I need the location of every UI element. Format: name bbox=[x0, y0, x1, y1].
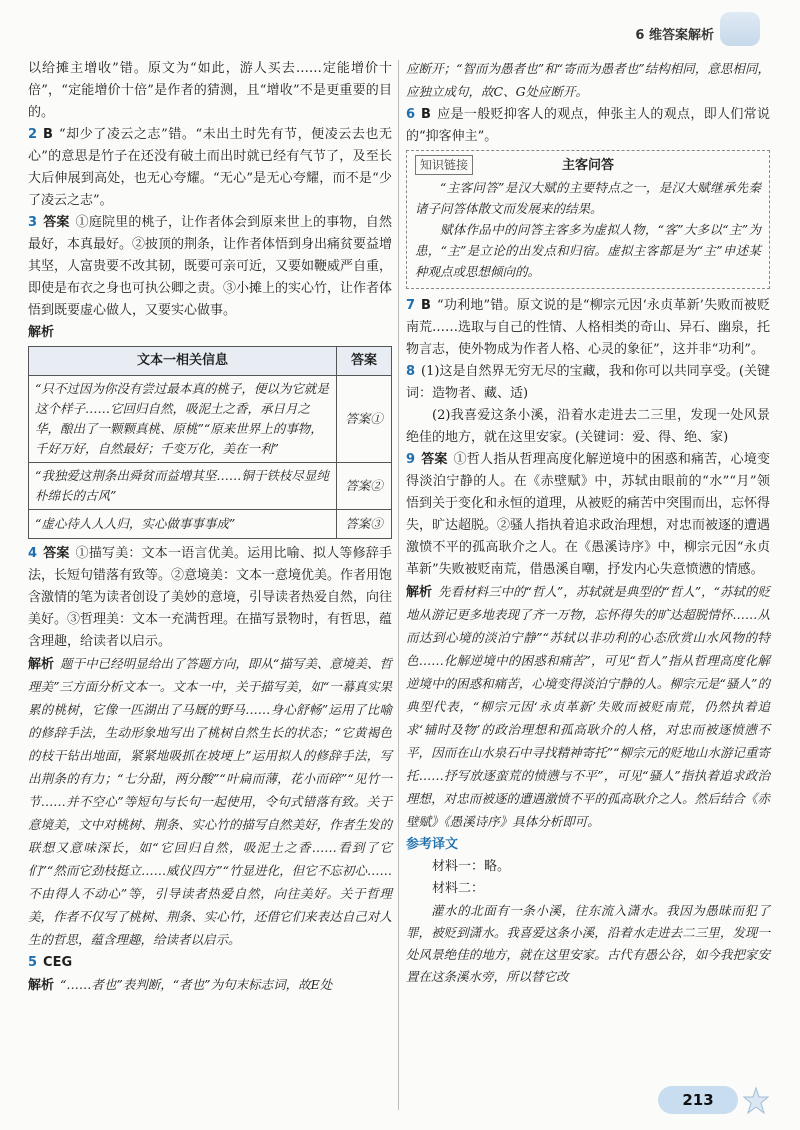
table-header-row bbox=[29, 347, 392, 376]
question-text: ①哲人指从哲理高度化解逆境中的困惑和痛苦，心境变得淡泊宁静的人。在《赤壁赋》中，苏轼由眼前的“水”“月”领悟到关于变化和永恒的道理，从被贬的痛苦中突围而出，忘怀得失，旷达超脱。②骚人指执着追求政治理想，对忠而被逐的遭遇激愤不平的孤高耿介之人。在《愚溪诗序》中，柳宗元因“永贞革新”失败被贬南荒，借愚溪自嘲，抒发内心失意愤懑的情感。 bbox=[406, 452, 771, 577]
table-header-info: 文本一相关信息 bbox=[29, 347, 337, 376]
question-text: ①描写美：文本一语言优美。运用比喻、拟人等修辞手法，长短句错落有致等。②意境美：文本一意境优美。作者用饱含激情的笔为读者创设了美妙的意境，引导读者热爱自然，向往美好。③哲理美：文本一充满哲理。在描写景物时，有哲思，蕴含理趣，给读者以启示。 bbox=[28, 546, 393, 649]
answer-label: 答案 bbox=[43, 546, 70, 561]
question-8 bbox=[406, 361, 770, 405]
column-divider bbox=[398, 60, 399, 1110]
left-column bbox=[28, 58, 392, 997]
analysis-heading: 解析 bbox=[28, 325, 55, 340]
question-number: 3 bbox=[28, 215, 38, 230]
right-column bbox=[406, 58, 770, 988]
question-4 bbox=[28, 543, 392, 653]
question-text: “却少了凌云之志”错。“未出土时先有节，便凌云去也无心”的意思是竹子在还没有破土而出时就已经有气节了，及至长大后伸展到高处，也无心夸耀。“无心”是无心夸耀，而不是“少了凌云之志”。 bbox=[28, 127, 392, 208]
question-text: ①庭院里的桃子，让作者体会到原来世上的事物，自然最好，本真最好。②披顶的荆条，让作者体悟到身出痛贫要益增其坚，人富贵要不改其韧，既要可亲可近，又要如鞭威严自重，即使是布衣之身也可执公卿之责。③小摊上的实心竹，让作者体悟到既要虚心做人，又要实心做事。 bbox=[28, 215, 393, 318]
question-7 bbox=[406, 295, 770, 361]
analysis-text: “……者也”表判断，“者也”为句末标志词，故E处 bbox=[60, 977, 333, 992]
table-cell-info: “我独爱这荆条出舜贫而益增其坚……铜于铁枝尽显纯朴绵长的古风” bbox=[29, 463, 337, 510]
answer-letter: B bbox=[421, 298, 431, 313]
question-5 bbox=[28, 952, 392, 974]
info-table bbox=[28, 346, 392, 539]
question-number: 2 bbox=[28, 127, 38, 142]
star-decoration-icon bbox=[742, 1086, 770, 1116]
analysis-label: 解析 bbox=[406, 585, 433, 600]
table-header-answer: 答案 bbox=[337, 347, 392, 376]
knowledge-link-box bbox=[406, 150, 770, 289]
knowledge-title: 主客问答 bbox=[561, 158, 614, 173]
question-number: 8 bbox=[406, 364, 416, 379]
question-2 bbox=[28, 124, 392, 212]
material-1: 材料一：略。 bbox=[432, 859, 511, 874]
answer-label: 答案 bbox=[43, 215, 70, 230]
question-5-analysis bbox=[28, 974, 392, 997]
translation-text: 灌水的北面有一条小溪，往东流入潇水。我因为愚昧而犯了罪，被贬到潇水。我喜爱这条小溪，沿着水走进去二三里，发现一处风景绝佳的地方，就在这里安家。古代有愚公谷，如今我把家安置在这条溪水旁，所以替它改 bbox=[406, 903, 770, 984]
knowledge-paragraph: “主客问答”是汉大赋的主要特点之一，是汉大赋继承先秦诸子问答体散文而发展来的结果。 bbox=[415, 180, 761, 216]
material-2: 材料二： bbox=[432, 881, 485, 896]
table-row bbox=[29, 463, 392, 510]
table-cell-info: “只不过因为你没有尝过最本真的桃子，便以为它就是这个样子……它回归自然，吸泥土之香，承日月之华，酿出了一颗颗真桃、原桃”“原来世界上的事物，千好万好，自然最好；千变万化，美在一利” bbox=[29, 376, 337, 463]
table-row bbox=[29, 376, 392, 463]
answer-letters: CEG bbox=[43, 955, 73, 970]
table-cell-answer: 答案① bbox=[337, 376, 392, 463]
analysis-text: 题干中已经明显给出了答题方向，即从“描写美、意境美、哲理美”三方面分析文本一。文本一中，关于描写美，如“一幕真实果累的桃树，它像一匹湖出了马厩的野马……身心舒畅”运用了比喻的修辞手法，生动形象地写出了桃树自然生长的状态；“它黄褐色的枝干钻出地面，紧紧地吸抓在坡埂上”运用拟人的修辞手法，写出荆条的有力；“七分甜，两分酸”“叶扁而薄，花小而碎”“见竹一节……并不空心”等短句与长句一起使用，令句式错落有致。关于意境美，文中对桃树、荆条、实心竹的描写自然美好，作者生发的联想又意味深长，如“它回归自然，吸泥土之香……看到了它们”“然而它劲枝挺立……威仪四方”“竹显进化，但它不忘初心……不由得人不动心”等，引导读者热爱自然，向往美好。关于哲理美，作者不仅写了桃树、荆条、实心竹，还借它们来表达自己对人生的哲思，蕴含理趣，给读者以启示。 bbox=[28, 656, 392, 947]
knowledge-tag: 知识链接 bbox=[415, 155, 473, 175]
question-3 bbox=[28, 212, 392, 322]
question-9 bbox=[406, 449, 770, 581]
page-number: 213 bbox=[658, 1086, 738, 1114]
question-8-part-2: (2)我喜爱这条小溪，沿着水走进去二三里，发现一处风景绝佳的地方，就在这里安家。(关键词：爱、得、绝、家) bbox=[406, 408, 770, 445]
continued-paragraph: 应断开；“智而为愚者也”和“寄而为愚者也”结构相同，意思相同，应独立成句，故C、G处应断开。 bbox=[406, 61, 770, 99]
analysis-label: 解析 bbox=[28, 978, 55, 993]
question-text: 应是一般贬抑客人的观点，伸张主人的观点，即人们常说的“抑客伸主”。 bbox=[406, 107, 770, 144]
question-6 bbox=[406, 104, 770, 148]
question-number: 4 bbox=[28, 546, 38, 561]
table-cell-info: “虚心待人人人归，实心做事事事成” bbox=[29, 510, 337, 539]
table-cell-answer: 答案② bbox=[337, 463, 392, 510]
question-number: 9 bbox=[406, 452, 416, 467]
continued-paragraph: 以给摊主增收”错。原文为“如此，游人买去……定能增价十倍”，“定能增价十倍”是作者的猜测，且“增收”不是更重要的目的。 bbox=[28, 61, 392, 120]
question-number: 5 bbox=[28, 955, 38, 970]
answer-letter: B bbox=[421, 107, 431, 122]
analysis-label: 解析 bbox=[28, 657, 55, 672]
answer-letter: B bbox=[43, 127, 53, 142]
knowledge-paragraph: 赋体作品中的问答主客多为虚拟人物，“客”大多以“主”为患，“主”是立论的出发点和归宿。虚拟主客都是为“主”申述某种观点或思想倾向的。 bbox=[415, 222, 761, 279]
header-decoration-icon bbox=[720, 12, 760, 46]
question-number: 6 bbox=[406, 107, 416, 122]
table-cell-answer: 答案③ bbox=[337, 510, 392, 539]
page-header bbox=[0, 10, 800, 56]
answer-label: 答案 bbox=[421, 452, 448, 467]
question-text: (1)这是自然界无穷无尽的宝藏，我和你可以共同享受。(关键词：造物者、藏、适) bbox=[406, 364, 770, 401]
question-9-analysis bbox=[406, 581, 770, 834]
question-text: “功利地”错。原文说的是“柳宗元因‘永贞革新’失败而被贬南荒……选取与自己的性情、人格相类的奇山、异石、幽泉，托物言志，使外物成为作者人格、心灵的象征”，这并非“功利”。 bbox=[406, 298, 771, 357]
reference-translation-heading: 参考译文 bbox=[406, 837, 459, 852]
header-section-label: 6 维答案解析 bbox=[635, 28, 714, 43]
question-4-analysis bbox=[28, 653, 392, 952]
question-number: 7 bbox=[406, 298, 416, 313]
table-row bbox=[29, 510, 392, 539]
analysis-text: 先看材料三中的“哲人”，苏轼就是典型的“哲人”，“苏轼的贬地从游记更多地表现了齐一万物，忘怀得失的旷达超脱情怀……从而达到心境的淡泊宁静”“苏轼以非功利的心态欣赏山水风物的特色……化解逆境中的困惑和痛苦”，可见“哲人”指从哲理高度化解逆境中的困惑和痛苦，心境变得淡泊宁静的人。柳宗元是“骚人”的典型代表，“柳宗元因‘永贞革新’失败而被贬南荒，仍然执着追求‘辅时及物’的政治理想和孤高耿介的人格，对忠而被逐愤懑不平，因而在山水泉石中寻找精神寄托”“柳宗元的贬地山水游记重寄托……抒写放逐蛮荒的愤懑与不平”，可见“骚人”指执着追求政治理想，对忠而被逐的遭遇激愤不平的孤高耿介之人。然后结合《赤壁赋》《愚溪诗序》具体分析即可。 bbox=[406, 584, 770, 829]
